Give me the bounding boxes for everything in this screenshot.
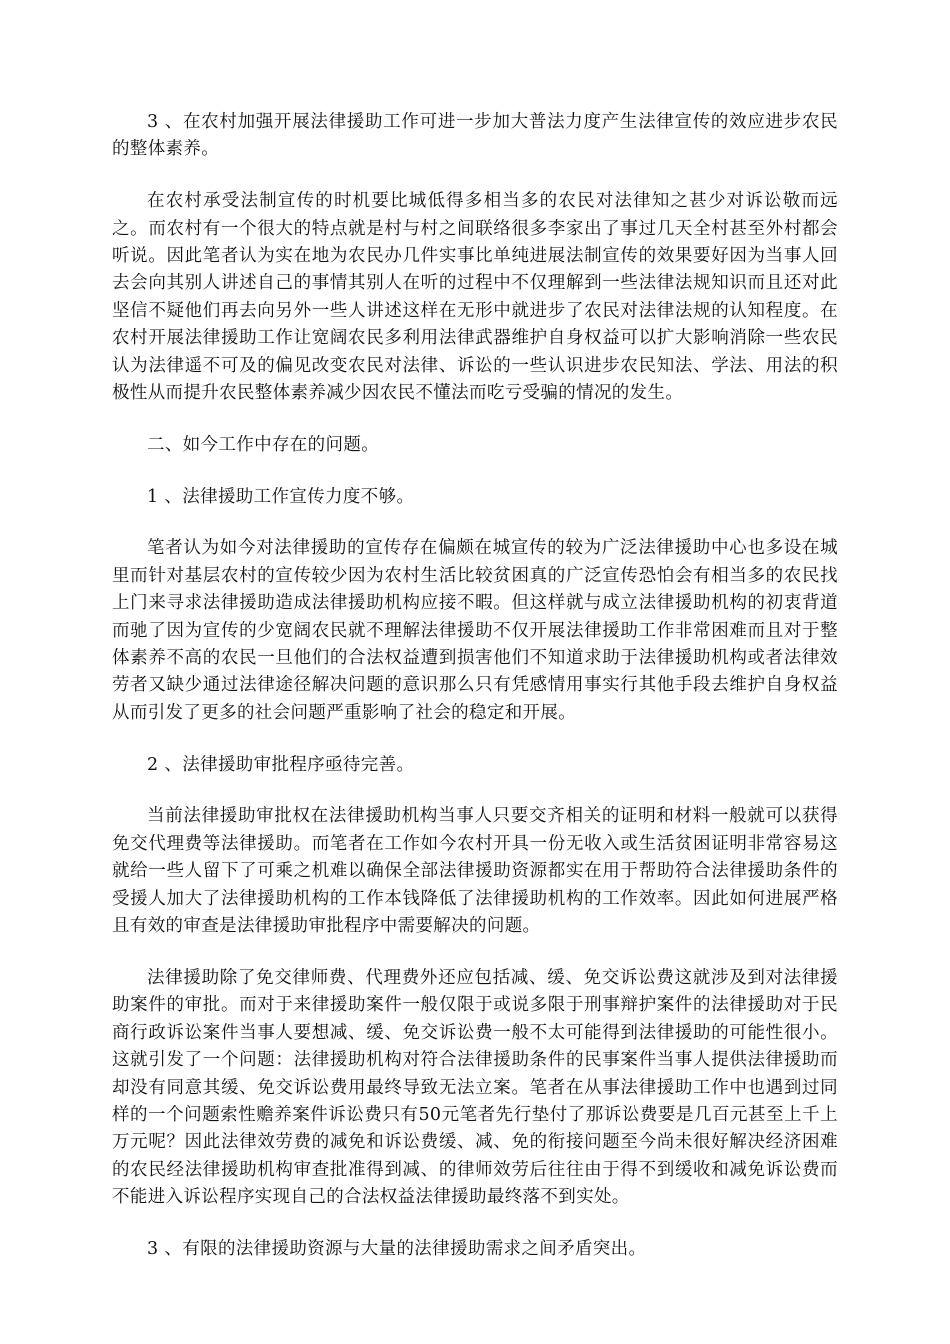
paragraph-section-3-heading: 3 、在农村加强开展法律援助工作可进一步加大普法力度产生法律宣传的效应进步农民的整体素养。: [112, 112, 838, 160]
paragraph-publicity-bias: 笔者认为如今对法律援助的宣传存在偏颇在城宣传的较为广泛法律援助中心也多设在城里而针对基层农村的宣传较少因为农村生活比较贫困真的广泛宣传恐怕会有相当多的农民找上门来寻求法律援助造成法律援助机构应接不暇。但这样就与成立法律援助机构的初衷背道而驰了因为宣传的少宽阔农民就不理解法律援助不仅开展法律援助工作非常困难而且对于整体素养不高的农民一旦他们的合法权益遭到损害他们不知道求助于法律援助机构或者法律效劳者又缺少通过法律途径解决问题的意识那么只有凭感情用事实行其他手段去维护自身权益从而引发了更多的社会问题严重影响了社会的稳定和开展。: [112, 538, 838, 723]
paragraph-rural-publicity: 在农村承受法制宣传的时机要比城低得多相当多的农民对法律知之甚少对诉讼敬而远之。而农村有一个很大的特点就是村与村之间联络很多李家出了事过几天全村甚至外村都会听说。因此笔者认为实在地为农民办几件实事比单纯进展法制宣传的效果要好因为当事人回去会向其别人讲述自己的事情其别人在听的过程中不仅理解到一些法律法规知识而且还对此坚信不疑他们再去向另外一些人讲述这样在无形中就进步了农民对法律法规的认知程度。在农村开展法律援助工作让宽阔农民多利用法律武器维护自身权益可以扩大影响消除一些农民认为法律遥不可及的偏见改变农民对法律、诉讼的一些认识进步农民知法、学法、用法的积极性从而提升农民整体素养减少因农民不懂法而吃亏受骗的情况的发生。: [112, 191, 838, 404]
section-heading-problems: 二、如今工作中存在的问题。: [147, 434, 380, 455]
paragraph-litigation-fees: 法律援助除了免交律师费、代理费外还应包括减、缓、免交诉讼费这就涉及到对法律援助案件的审批。而对于来律援助案件一般仅限于或说多限于刑事辩护案件的法律援助对于民商行政诉讼案件当事人要想减、缓、免交诉讼费一般不太可能得到法律援助的可能性很小。这就引发了一个问题：法律援助机构对符合法律援助条件的民事案件当事人提供法律援助而却没有同意其缓、免交诉讼费用最终导致无法立案。笔者在从事法律援助工作中也遇到过同样的一个问题索性赡养案件诉讼费只有50元笔者先行垫付了那诉讼费要是几百元甚至上千上万元呢？因此法律效劳费的减免和诉讼费缓、减、免的衔接问题至今尚未很好解决经济困难的农民经法律援助机构审查批准得到减、的律师效劳后往往由于得不到缓收和减免诉讼费而不能进入诉讼程序实现自己的合法权益法律援助最终落不到实处。: [112, 967, 838, 1208]
document-body: [112, 109, 838, 1288]
subheading-1: 1 、法律援助工作宣传力度不够。: [147, 486, 415, 507]
paragraph-approval-authority: 当前法律援助审批权在法律援助机构当事人只要交齐相关的证明和材料一般就可以获得免交代理费等法律援助。而笔者在工作如今农村开具一份无收入或生活贫困证明非常容易这就给一些人留下了可乘之机难以确保全部法律援助资源都实在用于帮助符合法律援助条件的受援人加大了法律援助机构的工作本钱降低了法律援助机构的工作效率。因此如何进展严格且有效的审查是法律援助审批程序中需要解决的问题。: [112, 806, 838, 937]
subheading-2: 2 、法律援助审批程序亟待完善。: [147, 754, 415, 775]
subheading-3: 3 、有限的法律援助资源与大量的法律援助需求之间矛盾突出。: [147, 1238, 647, 1259]
